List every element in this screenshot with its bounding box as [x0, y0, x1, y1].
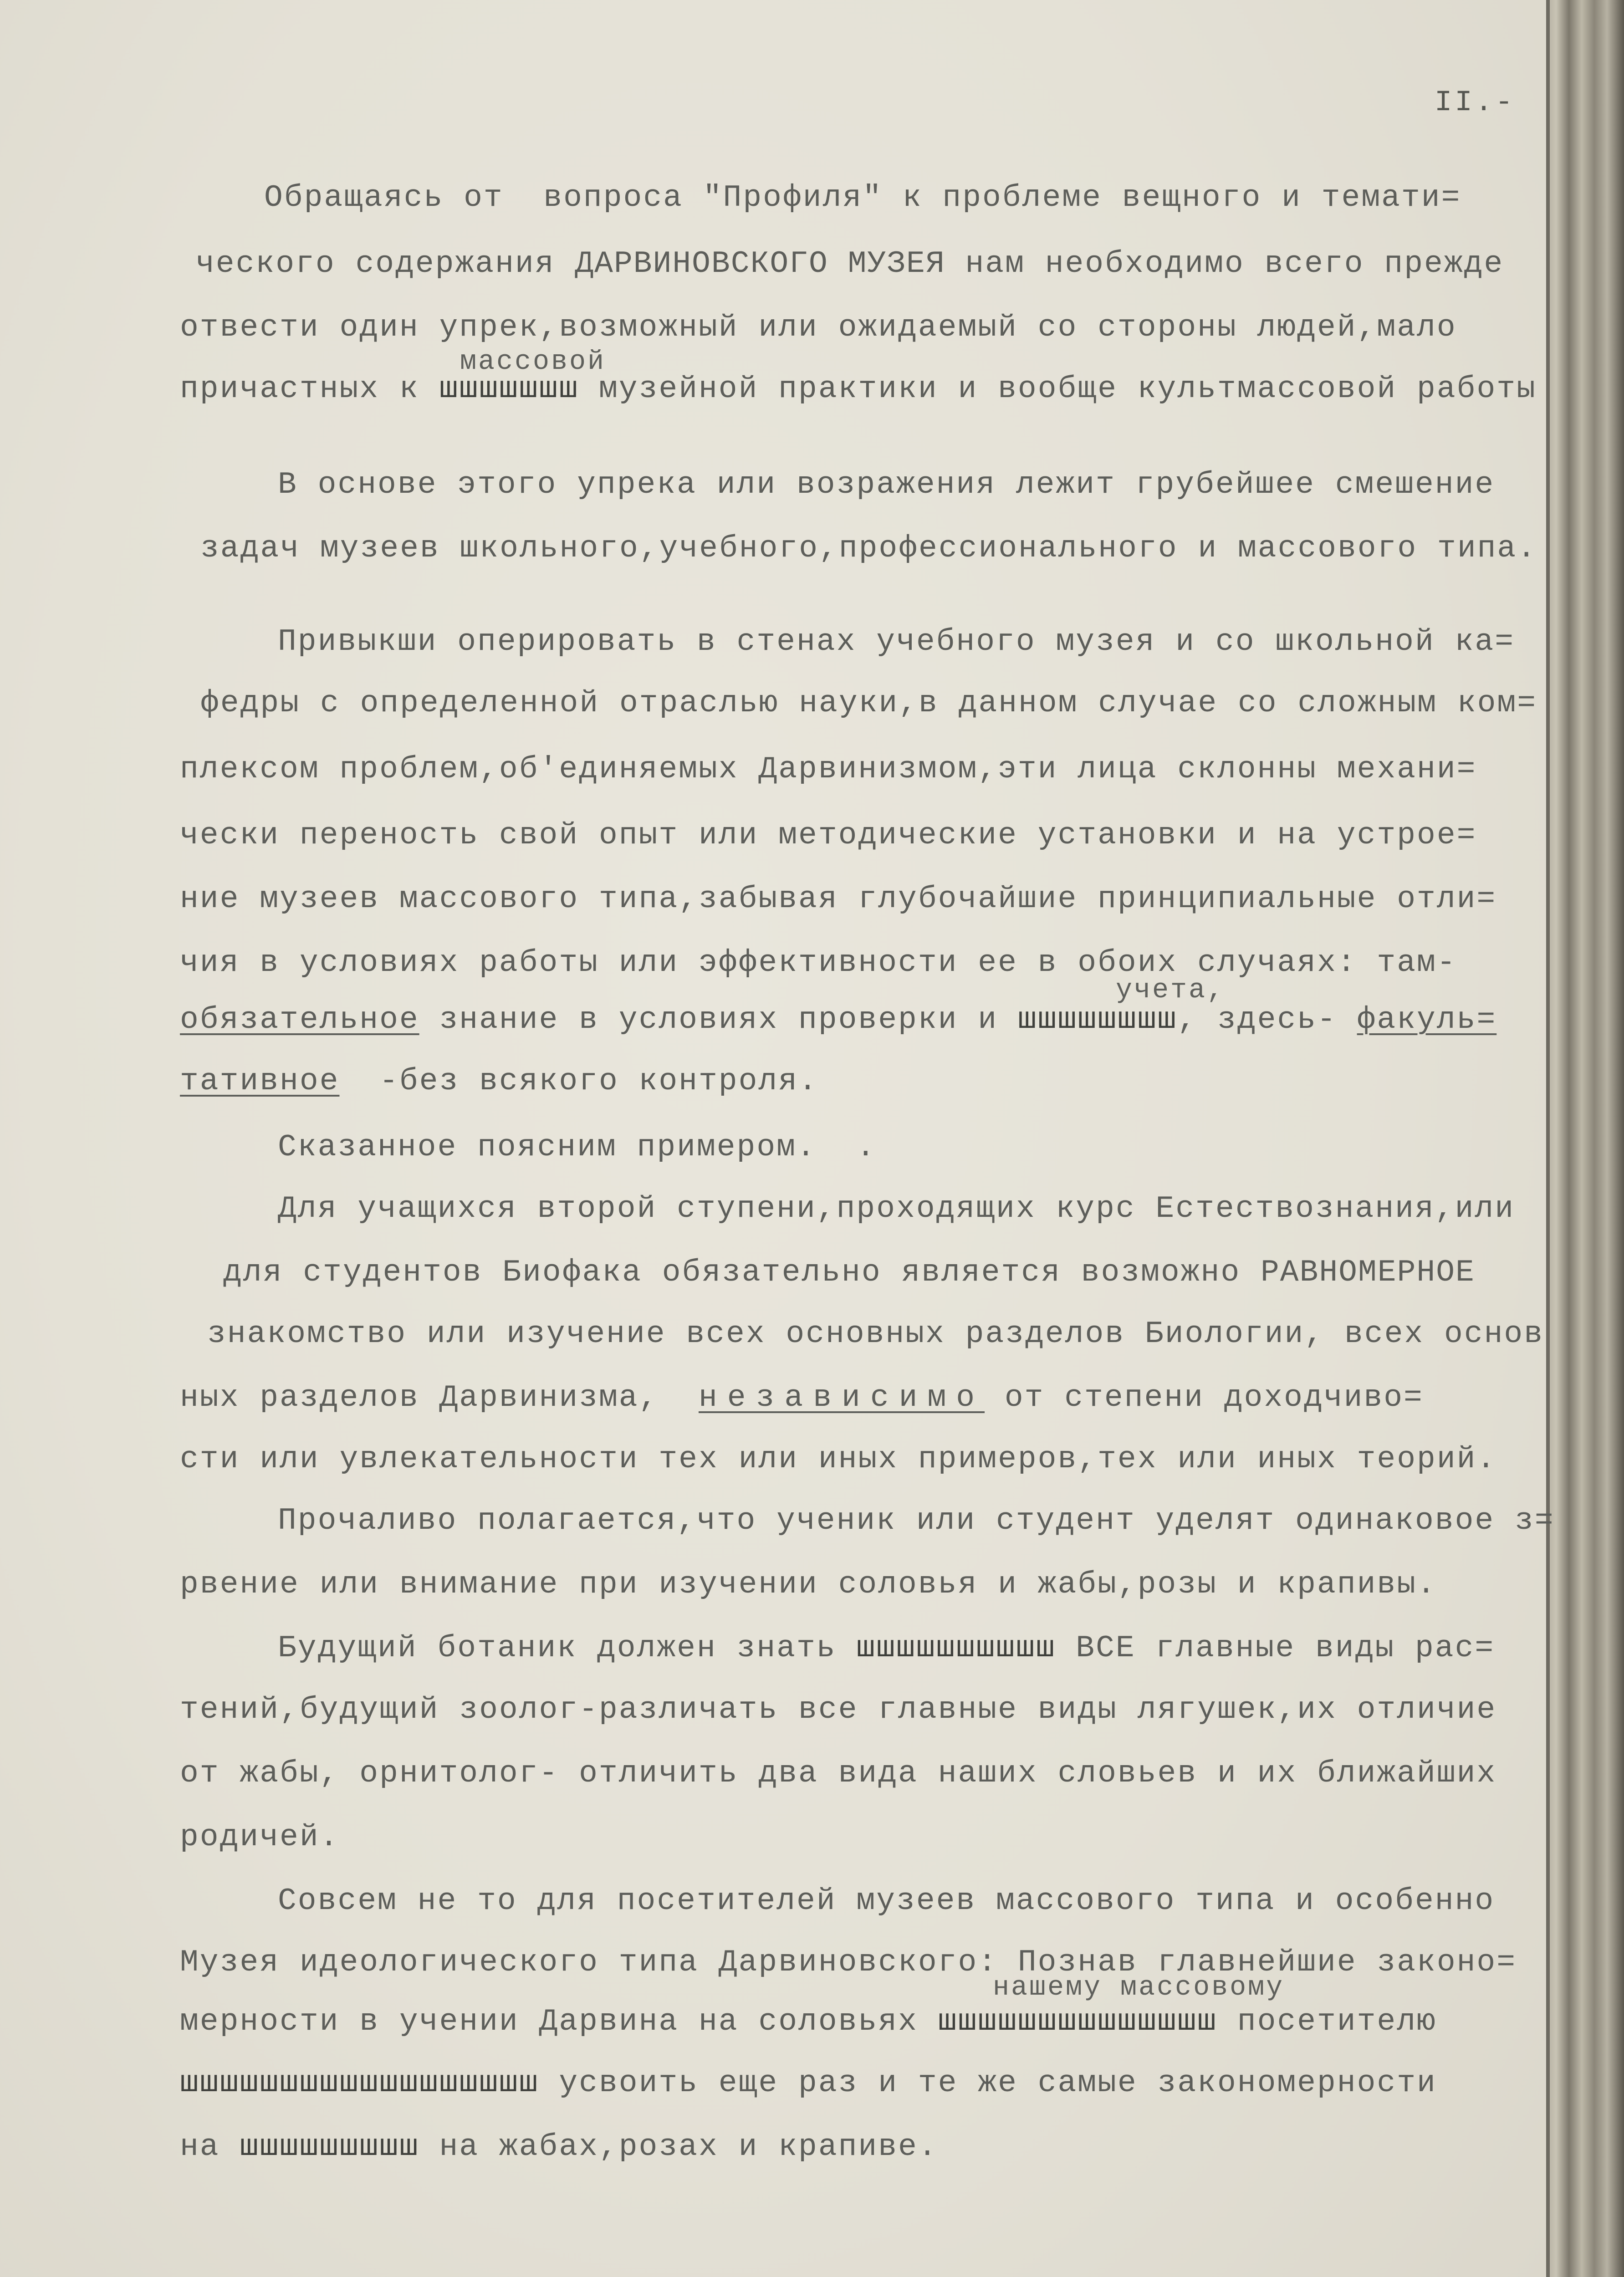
struck-word: шшшшшшшшшшшшшш [938, 2004, 1217, 2039]
paragraph-8-line-3: мерности в учении Дарвина на соловьях шшшшшшшшшшшшшш посетителю [180, 2004, 1437, 2039]
paragraph-7-line-4: родичей. [180, 1820, 340, 1855]
paragraph-7-line-3: от жабы, орнитолог- отличить два вида наших словьев и их ближайших [180, 1756, 1497, 1791]
paragraph-3-line-6: чия в условиях работы или эффективности ее в обоих случаях: там- [180, 945, 1457, 980]
paragraph-3-line-3: плексом проблем,об'единяемых Дарвинизмом,эти лица склонны механи= [180, 752, 1477, 787]
paragraph-1-line-1: Обращаясь от вопроса "Профиля" к проблеме вещного и темати= [264, 180, 1461, 215]
paragraph-7-line-2: тений,будущий зоолог-различать все главные виды лягушек,их отличие [180, 1692, 1497, 1727]
struck-word: шшшшшшшшшш [856, 1631, 1056, 1666]
paragraph-8-line-1: Совсем не то для посетителей музеев массового типа и особенно [278, 1884, 1495, 1919]
paragraph-6-line-2: рвение или внимание при изучении соловья и жабы,розы и крапивы. [180, 1567, 1437, 1602]
paragraph-6-line-1: Прочаливо полагается,что ученик или студент уделят одинаковое з= [278, 1503, 1555, 1538]
paragraph-1-line-4: причастных к шшшшшшш музейной практики и вообще культмассовой работы [180, 372, 1537, 407]
paragraph-1-line-2: ческого содержания ДАРВИНОВСКОГО МУЗЕЯ нам необходимо всего прежде [196, 246, 1504, 281]
paragraph-5-line-2: для студентов Биофака обязательно является возможно РАВНОМЕРНОЕ [223, 1255, 1475, 1290]
paragraph-5-line-1: Для учащихся второй ступени,проходящих курс Естествознания,или [278, 1191, 1515, 1226]
page-stack-edge [1539, 0, 1624, 2277]
paragraph-3-line-2: федры с определенной отраслью науки,в данном случае со сложным ком= [200, 686, 1537, 721]
paragraph-3-line-8: тативное -без всякого контроля. [180, 1064, 818, 1099]
handwritten-insert-ucheta: учета, [1116, 975, 1226, 1006]
struck-word: шшшшшшшш [1017, 1002, 1178, 1037]
paragraph-8-line-5: на шшшшшшшшш на жабах,розах и крапиве. [180, 2129, 938, 2165]
paragraph-1-line-3: отвести один упрек,возможный или ожидаемый со стороны людей,мало [180, 310, 1457, 345]
paragraph-5-line-4: ных разделов Дарвинизма, независимо от степени доходчиво= [180, 1380, 1424, 1415]
struck-word: шшшшшшшшш [240, 2129, 419, 2165]
paragraph-7-line-1: Будущий ботаник должен знать шшшшшшшшшш ВСЕ главные виды рас= [278, 1631, 1495, 1666]
paragraph-5-line-3: знакомство или изучение всех основных разделов Биологии, всех основ [207, 1317, 1544, 1352]
paragraph-3-line-5: ние музеев массового типа,забывая глубочайшие принципиальные отли= [180, 882, 1497, 917]
paragraph-3-line-4: чески переность свой опыт или методические установки и на устрое= [180, 818, 1477, 853]
paragraph-8-line-4: шшшшшшшшшшшшшшшшшш усвоить еще раз и те же самые закономерности [180, 2066, 1437, 2101]
paragraph-4-line-1: Сказанное поясним примером. . [278, 1130, 877, 1165]
struck-word: шшшшшшш [439, 372, 579, 407]
handwritten-insert-massovoy: массовой [460, 347, 606, 378]
struck-word: шшшшшшшшшшшшшшшшшш [180, 2066, 539, 2101]
paragraph-5-line-5: сти или увлекательности тех или иных примеров,тех или иных теорий. [180, 1442, 1497, 1477]
handwritten-insert-nashemu-massovomu: нашему массовому [993, 1972, 1285, 2003]
page-edge-shadow [1546, 0, 1550, 2277]
paragraph-3-line-7: обязательное знание в условиях проверки и шшшшшшшш, здесь- факуль= [180, 1002, 1497, 1037]
page-number: II.- [1435, 87, 1516, 119]
paragraph-8-line-2: Музея идеологического типа Дарвиновского: Познав главнейшие законо= [180, 1945, 1517, 1980]
paragraph-3-line-1: Привыкши оперировать в стенах учебного музея и со школьной ка= [278, 624, 1515, 659]
paragraph-2-line-1: В основе этого упрека или возражения лежит грубейшее смешение [278, 467, 1495, 502]
paragraph-2-line-2: задач музеев школьного,учебного,профессионального и массового типа. [200, 531, 1537, 566]
